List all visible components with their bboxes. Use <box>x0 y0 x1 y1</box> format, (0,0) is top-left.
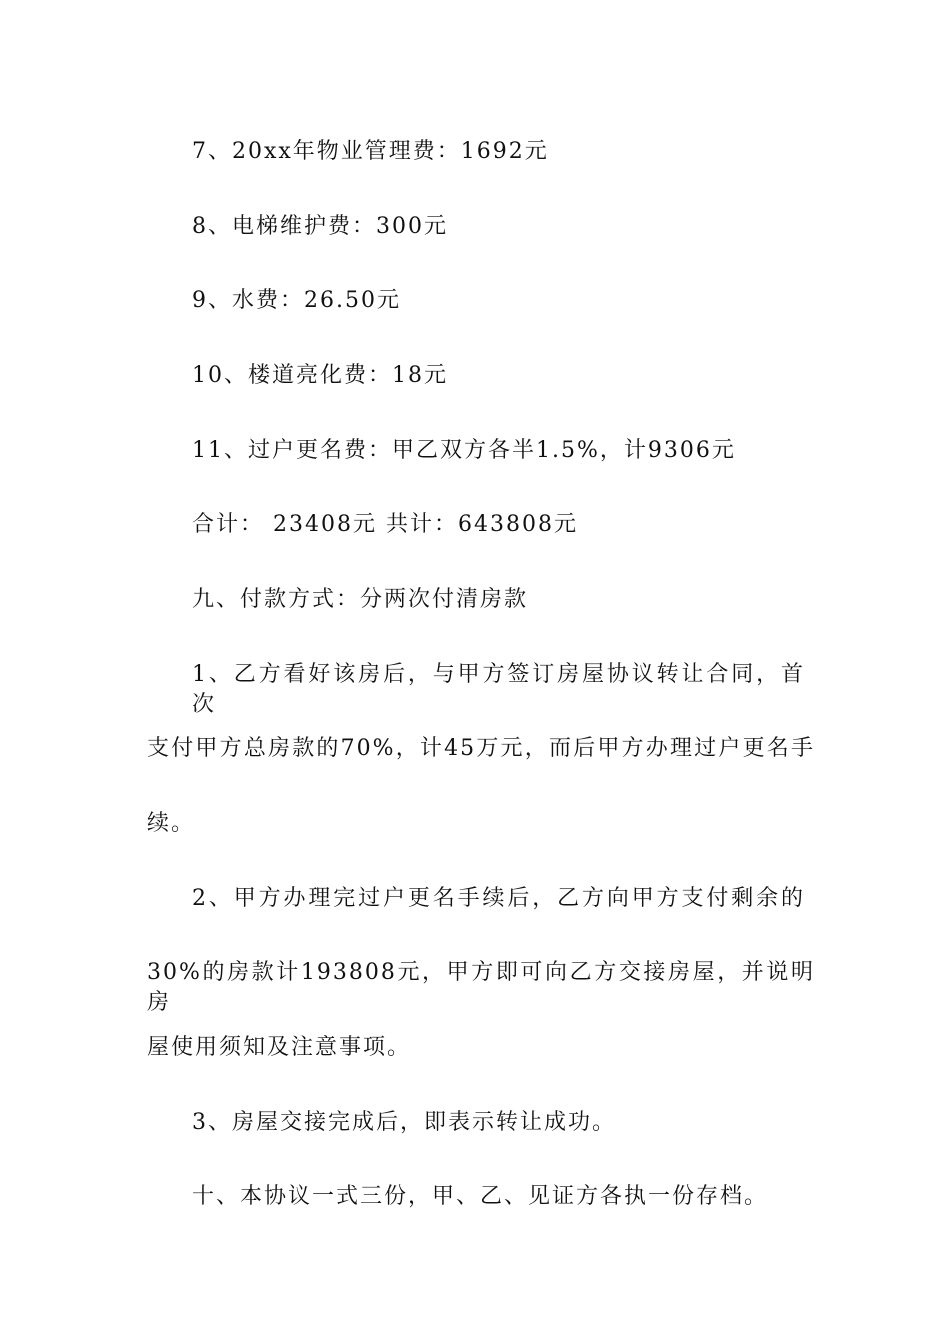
section-heading-payment-method: 九、付款方式：分两次付清房款 <box>192 587 529 612</box>
payment-clause-3: 3、房屋交接完成后，即表示转让成功。 <box>192 1110 616 1135</box>
fee-item-property-management: 7、20xx年物业管理费：1692元 <box>192 139 549 164</box>
section-heading-copies: 十、本协议一式三份，甲、乙、见证方各执一份存档。 <box>192 1184 769 1209</box>
fee-item-transfer-fee: 11、过户更名费：甲乙双方各半1.5%，计9306元 <box>192 438 736 463</box>
payment-clause-1-line-2: 支付甲方总房款的70%，计45万元，而后甲方办理过户更名手 <box>147 736 815 761</box>
fee-total-line: 合计： 23408元 共计：643808元 <box>192 512 578 537</box>
fee-item-elevator-maintenance: 8、电梯维护费：300元 <box>192 214 448 239</box>
payment-clause-2-line-1: 2、甲方办理完过户更名手续后，乙方向甲方支付剩余的 <box>192 886 805 911</box>
fee-item-corridor-lighting: 10、楼道亮化费：18元 <box>192 363 448 388</box>
payment-clause-1-line-1: 1、乙方看好该房后，与甲方签订房屋协议转让合同，首次 <box>192 662 805 717</box>
payment-clause-2-line-2: 30%的房款计193808元，甲方即可向乙方交接房屋，并说明房 <box>147 960 815 1015</box>
fee-item-water: 9、水费：26.50元 <box>192 288 401 313</box>
payment-clause-1-line-3: 续。 <box>147 811 196 836</box>
payment-clause-2-line-3: 屋使用须知及注意事项。 <box>147 1035 412 1060</box>
